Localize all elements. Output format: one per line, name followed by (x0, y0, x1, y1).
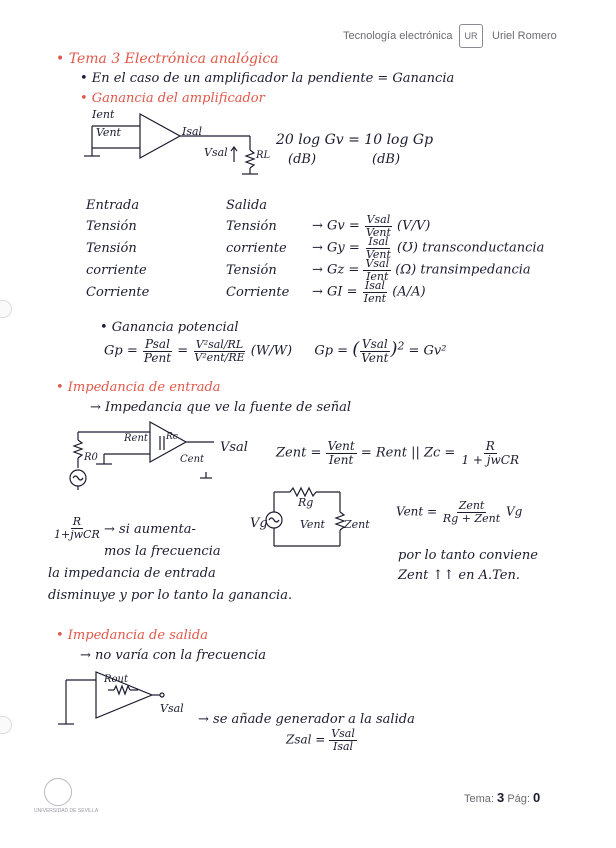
page-value: 0 (533, 790, 541, 805)
freq-note-2: mos la frecuencia (104, 544, 221, 559)
frac-num: Psal (145, 337, 170, 351)
divider-fraction (441, 500, 502, 524)
row-unit: (Ω) (395, 262, 417, 278)
frac-num: Zent (458, 499, 485, 512)
label-rent: Rent (124, 433, 148, 444)
row-out: Tensión (226, 262, 277, 278)
db-unit-1: (dB) (288, 152, 317, 167)
power-tail: = Gv² (408, 343, 447, 359)
logo-text: UR (464, 31, 478, 41)
freq-fraction (52, 516, 102, 540)
punch-hole-top (0, 300, 12, 318)
row-out: Corriente (226, 284, 290, 300)
row-in: Tensión (86, 240, 137, 256)
row-num: Isal (368, 235, 389, 248)
footer-page-info (464, 790, 540, 805)
frac-num: Vsal (361, 337, 388, 351)
label-rg: Rg (298, 496, 314, 509)
freq-note-1: → si aumenta- (104, 522, 196, 537)
row-den: Vent (365, 225, 391, 239)
db-equation: 20 log Gv = 10 log Gp (276, 132, 434, 148)
label-rout: Rout (104, 674, 129, 685)
row-extra: transconductancia (422, 240, 545, 256)
label-r0: R0 (84, 452, 98, 463)
punch-hole-bottom (0, 716, 12, 734)
label-rc: Rc (166, 432, 178, 442)
zin-fraction-2 (459, 440, 521, 466)
freq-note-4: disminuye y por lo tanto la ganancia. (48, 588, 293, 603)
power-equation: Gp = $\frac{\text{Psal}}{\text{Pent}}$ = $\frac{\text{V²sal/RL}}{\text{V²ent/RE}}$ (W/W) Gp = ( $\frac{\text{Vsal}}{\text{Vent}}$ )$^2$ = Gv² (104, 337, 447, 365)
gp-label: Gp = (104, 343, 138, 359)
zent-label: Zent = (276, 445, 322, 461)
zout-equation (286, 728, 357, 752)
gain-heading: • Ganancia del amplificador (80, 91, 265, 106)
conclusion-1: por lo tanto conviene (398, 548, 538, 563)
power-unit: (W/W) (250, 343, 293, 359)
row-num: Isal (364, 279, 385, 292)
frac-num: R (485, 439, 495, 453)
zin-fraction-1 (326, 440, 357, 466)
table-header-in: Entrada (86, 198, 140, 213)
label-vsal-zin: Vsal (220, 440, 248, 455)
row-sym: GI = (327, 284, 358, 300)
row-den: Ient (363, 291, 387, 305)
row-out: corriente (226, 240, 287, 256)
label-cent: Cent (180, 454, 205, 465)
tema-label: Tema: (464, 793, 494, 805)
row-sym: Gv = (327, 218, 360, 234)
intro-line: • En el caso de un amplificador la pendiente = Ganancia (80, 71, 455, 86)
vg-term: Vg (505, 504, 523, 519)
label-vsal-zout: Vsal (160, 702, 184, 715)
frac-den: 1 + jwCR (461, 452, 519, 467)
zin-description: → Impedancia que ve la fuente de señal (90, 400, 352, 415)
header-author: Uriel Romero (492, 30, 557, 42)
row-in: Corriente (86, 284, 150, 300)
frac-den: Pent (143, 350, 172, 365)
tema-value: 3 (497, 790, 505, 805)
conclusion-2: Zent ↑↑ en A.Ten. (398, 568, 520, 583)
label-isal: Isal (182, 125, 203, 138)
row-unit: (V/V) (397, 218, 431, 234)
freq-note-3: la impedancia de entrada (48, 566, 216, 581)
gain-row-1: Tensión Tensión → Gv = $\frac{\text{Vsal}}{\text{Vent}}$ (V/V) (86, 213, 431, 239)
row-unit: (Ʊ) (397, 240, 418, 256)
row-den: Vent (365, 247, 391, 261)
row-unit: (A/A) (392, 284, 426, 300)
power-fraction-1 (142, 338, 173, 364)
row-out: Tensión (226, 218, 277, 234)
divider-equation (396, 500, 522, 524)
gain-row-4: Corriente Corriente → GI = $\frac{\text{Isal}}{\text{Ient}}$ (A/A) (86, 279, 426, 305)
gain-row-2: Tensión corriente → Gy = $\frac{\text{Isal}}{\text{Vent}}$ (Ʊ) transconductancia (86, 235, 545, 261)
gain-row-3: corriente Tensión → Gz = $\frac{\text{Vsal}}{\text{Ient}}$ (Ω) transimpedancia (86, 257, 531, 283)
row-num: Vsal (366, 213, 391, 226)
frac-den: 1+jwCR (54, 527, 100, 541)
label-zent-divider: Zent (344, 518, 370, 531)
frac-num: Vsal (331, 727, 355, 740)
frac-den: Vent (361, 350, 389, 365)
row-num: Vsal (365, 257, 390, 270)
frac-den: Ient (328, 452, 354, 467)
power-fraction-2 (192, 339, 246, 363)
label-vg: Vg (250, 516, 268, 531)
page-label: Pág: (507, 793, 530, 805)
label-rl: RL (256, 150, 271, 161)
vent-label: Vent = (396, 504, 438, 519)
zin-parallel: = Rent || Zc = (360, 445, 456, 461)
university-name: UNIVERSIDAD DE SEVILLA (34, 808, 99, 814)
row-sym: Gy = (327, 240, 360, 256)
power-fraction-3 (359, 338, 390, 364)
label-vent: Vent (96, 126, 121, 139)
gp-label-2: Gp = (314, 343, 349, 359)
page-title: • Tema 3 Electrónica analógica (56, 51, 279, 67)
zin-equation (276, 440, 521, 466)
zout-fraction (329, 728, 357, 752)
zout-description: → no varía con la frecuencia (80, 648, 266, 663)
table-header-out: Salida (226, 198, 268, 213)
university-seal (44, 778, 72, 806)
zout-heading: • Impedancia de salida (56, 628, 209, 643)
header-subject: Tecnología electrónica (343, 30, 453, 42)
db-unit-2: (dB) (372, 152, 401, 167)
frac-den: Rg + Zent (442, 511, 501, 525)
power-heading: • Ganancia potencial (100, 320, 239, 335)
zout-note: → se añade generador a la salida (198, 712, 415, 727)
frac-den: V²ent/RE (194, 350, 245, 364)
frac-num: R (72, 515, 82, 528)
label-vsal: Vsal (204, 146, 228, 159)
frac-den: Isal (332, 739, 354, 753)
header-logo (459, 24, 483, 48)
row-in: Tensión (86, 218, 137, 234)
frac-num: Vent (327, 439, 355, 453)
zsal-label: Zsal = (286, 732, 326, 747)
label-ient: Ient (92, 108, 115, 121)
frac-num: V²sal/RL (195, 338, 244, 352)
row-sym: Gz = (327, 262, 360, 278)
row-extra: transimpedancia (420, 262, 531, 278)
zin-heading: • Impedancia de entrada (56, 380, 221, 395)
row-in: corriente (86, 262, 147, 278)
label-vent-divider: Vent (300, 518, 325, 531)
row-fraction (362, 280, 388, 304)
row-den: Ient (366, 269, 389, 283)
